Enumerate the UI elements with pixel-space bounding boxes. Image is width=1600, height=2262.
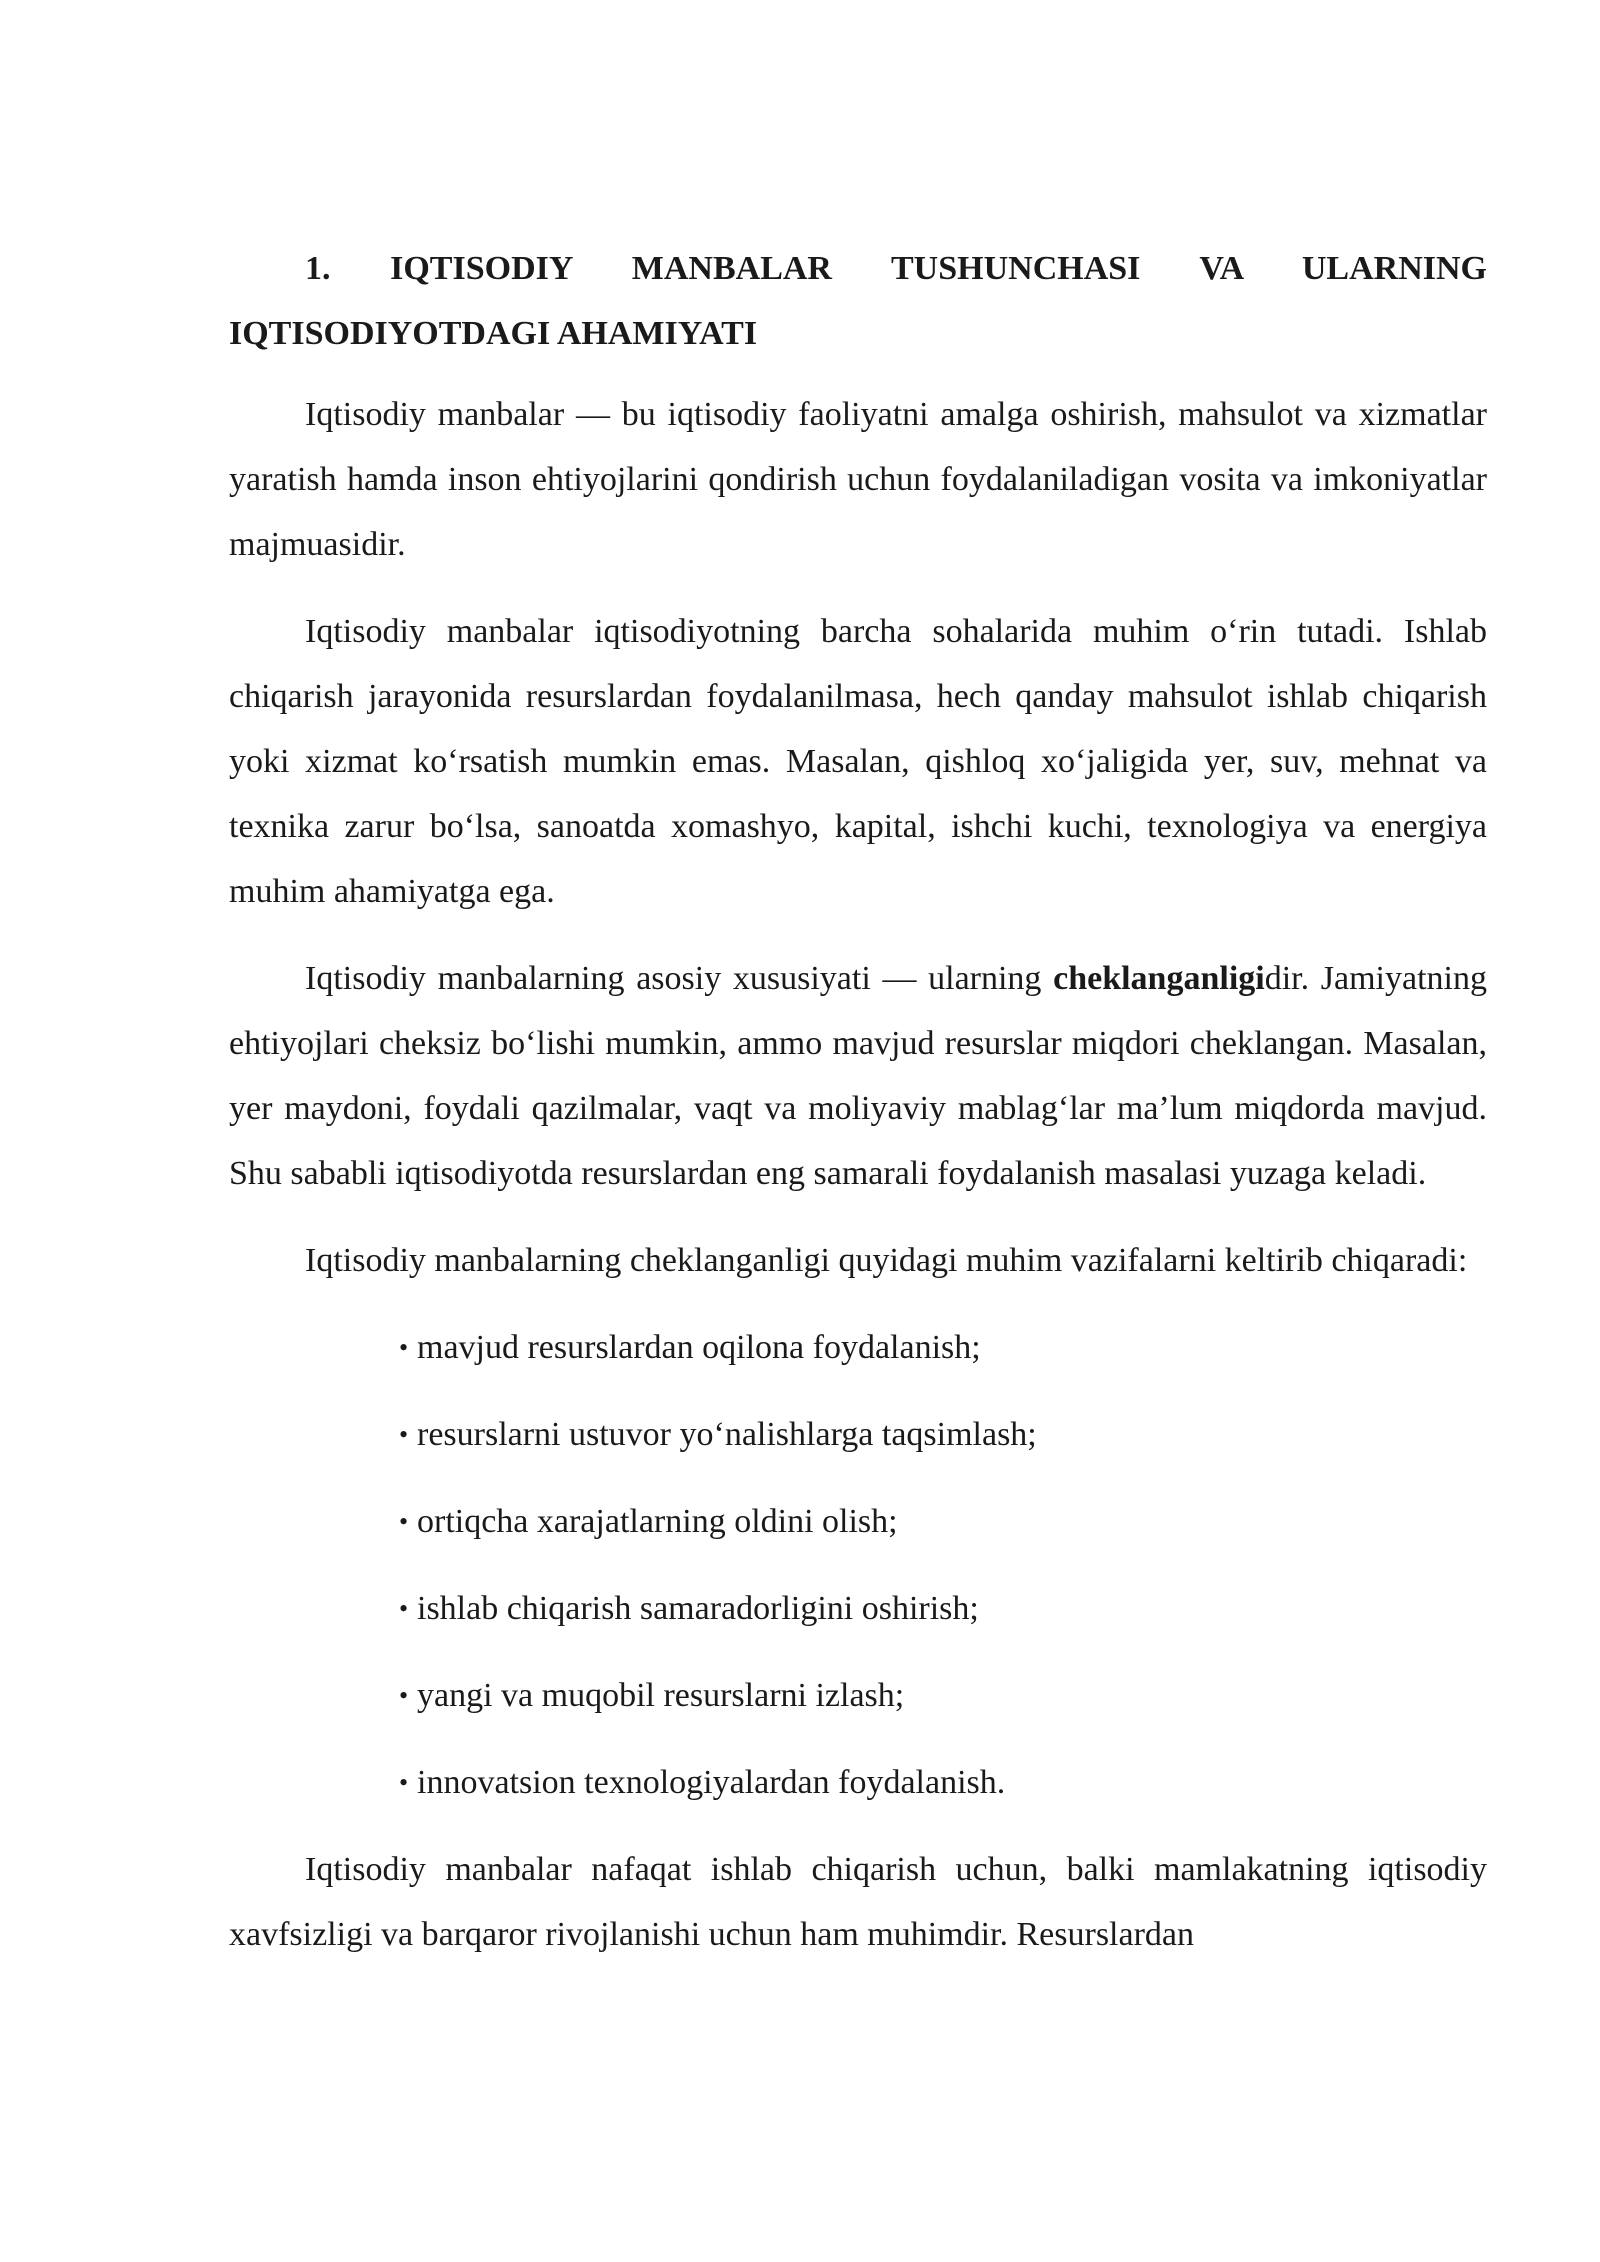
paragraph-importance: Iqtisodiy manbalar iqtisodiyotning barcha sohalarida muhim o‘rin tutadi. Ishlab chiqarish jarayonida resurslardan foydalanilmasa, hech qanday mahsulot ishlab chiqarish yoki xizmat ko‘rsatish mumkin emas. Masalan, qishloq xo‘jaligida yer, suv, mehnat va texnika zarur bo‘lsa, sanoatda xomashyo, kapital, ishchi kuchi, texnologiya va energiya muhim ahamiyatga ega. (229, 613, 1487, 910)
list-item (229, 1489, 1487, 1554)
paragraph-security: Iqtisodiy manbalar nafaqat ishlab chiqarish uchun, balki mamlakatning iqtisodiy xavfsizligi va barqaror rivojlanishi uchun ham muhimdir. Resurslardan (229, 1851, 1487, 1953)
section-heading: 1. IQTISODIY MANBALAR TUSHUNCHASI VA ULARNING IQTISODIYOTDAGI AHAMIYATI (229, 250, 1487, 352)
document-page (229, 236, 1487, 1989)
list-item-text: yangi va muqobil resurslarni izlash; (417, 1677, 905, 1714)
list-item-text: resurslarni ustuvor yo‘nalishlarga taqsimlash; (417, 1416, 1037, 1453)
bullet-dot-icon: • (399, 1420, 409, 1449)
list-item (229, 1663, 1487, 1728)
paragraph-scarcity-end: dir. Jamiyatning ehtiyojlari cheksiz bo‘lishi mumkin, ammo mavjud resurslar miqdori cheklangan. Masalan, yer maydoni, foydali qazilmalar, vaqt va moliyaviy mablag‘lar ma’lum miqdorda mavjud. Shu sababli iqtisodiyotda resurslardan eng samarali foydalanish masalasi yuzaga keladi. (229, 960, 1487, 1192)
paragraph-scarcity-start: Iqtisodiy manbalarning asosiy xususiyati — ularning (305, 960, 1054, 997)
list-item-text: ortiqcha xarajatlarning oldini olish; (417, 1503, 898, 1540)
bullet-dot-icon: • (399, 1333, 409, 1362)
tasks-bullet-list (229, 1315, 1487, 1815)
bullet-dot-icon: • (399, 1768, 409, 1797)
bullet-dot-icon: • (399, 1681, 409, 1710)
paragraph-tasks-intro: Iqtisodiy manbalarning cheklanganligi quyidagi muhim vazifalarni keltirib chiqaradi: (305, 1242, 1468, 1279)
bullet-dot-icon: • (399, 1594, 409, 1623)
paragraph-definition: Iqtisodiy manbalar — bu iqtisodiy faoliyatni amalga oshirish, mahsulot va xizmatlar yaratish hamda inson ehtiyojlarini qondirish uchun foydalaniladigan vosita va imkoniyatlar majmuasidir. (229, 396, 1487, 563)
bullet-dot-icon: • (399, 1507, 409, 1536)
bold-term-scarcity: cheklanganligi (1053, 960, 1265, 997)
list-item-text: ishlab chiqarish samaradorligini oshirish; (417, 1590, 979, 1627)
list-item-text: innovatsion texnologiyalardan foydalanish. (417, 1764, 1006, 1801)
list-item (229, 1402, 1487, 1467)
list-item-text: mavjud resurslardan oqilona foydalanish; (417, 1329, 981, 1366)
list-item (229, 1750, 1487, 1815)
list-item (229, 1315, 1487, 1380)
paragraph-scarcity (229, 946, 1487, 1206)
list-item (229, 1576, 1487, 1641)
